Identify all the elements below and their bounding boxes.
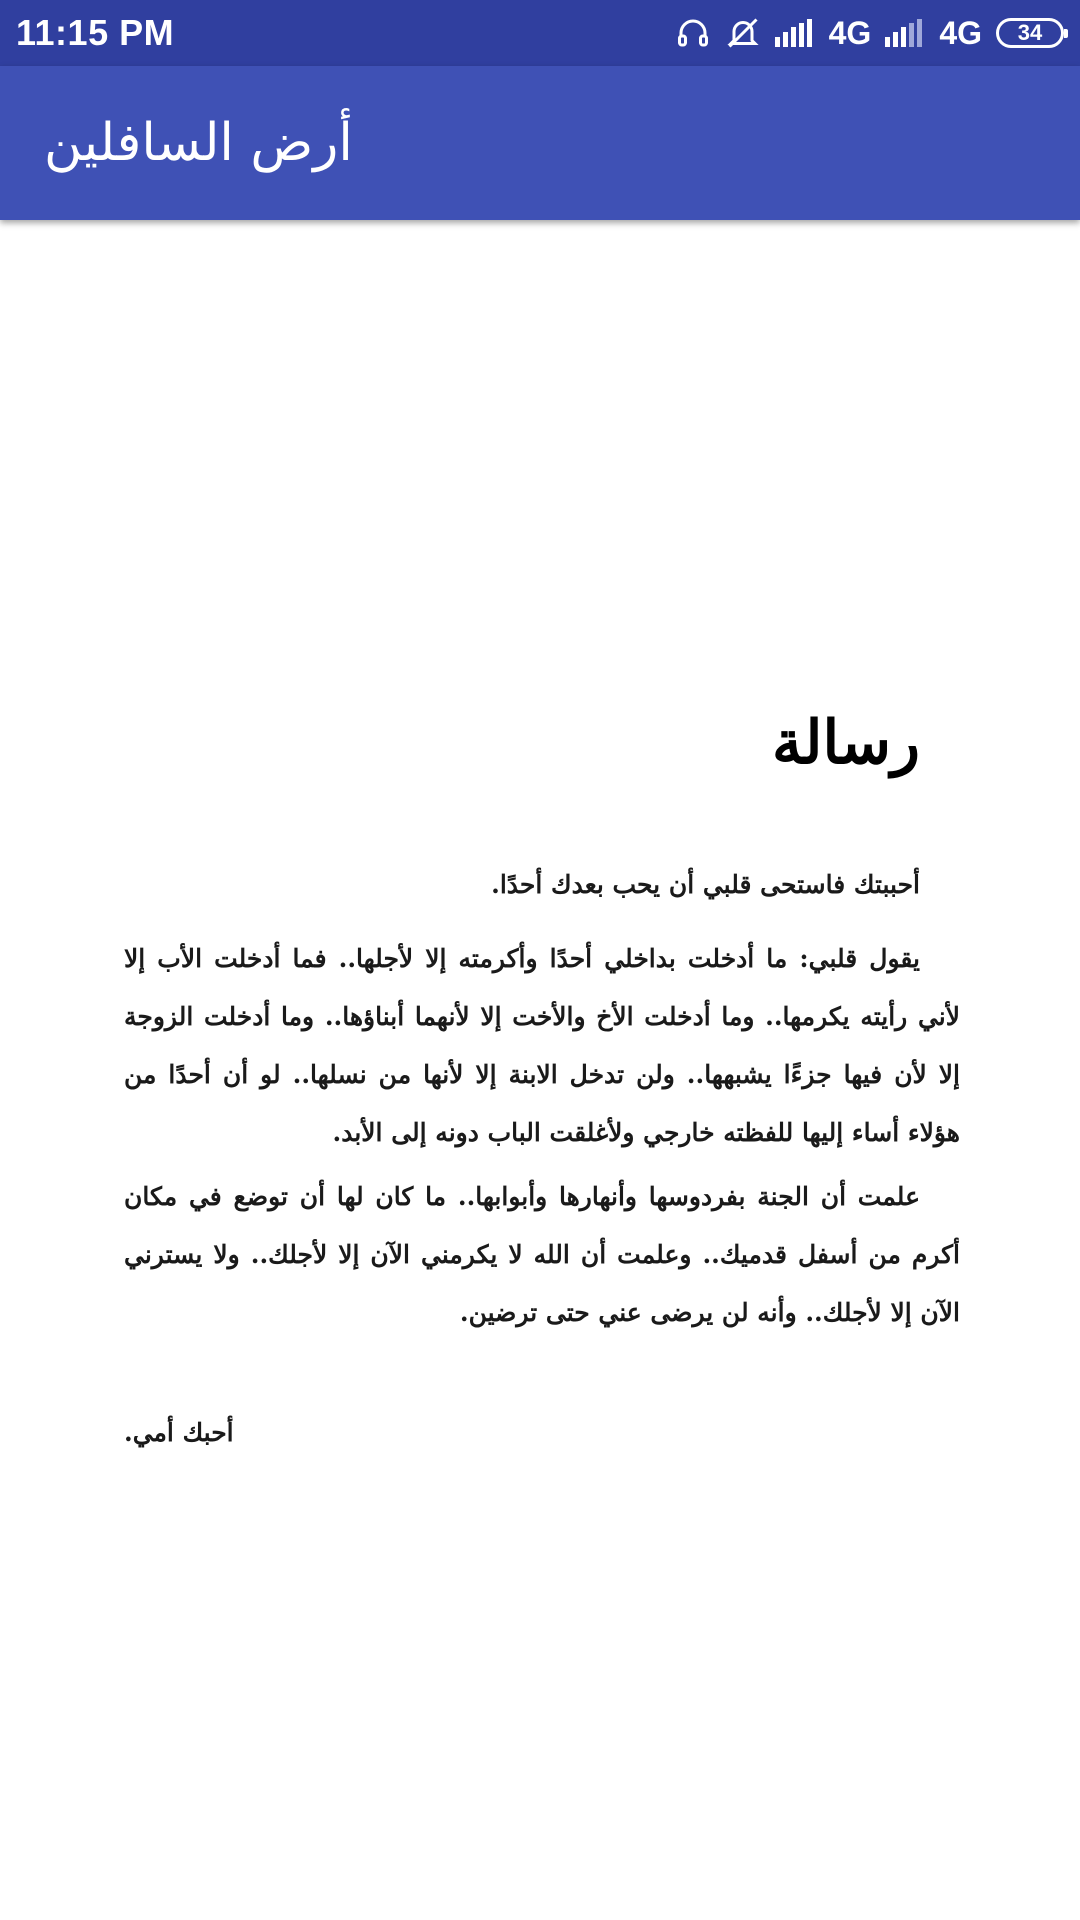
- status-bar: [0, 0, 1080, 66]
- paragraph-1: أحببتك فاستحى قلبي أن يحب بعدك أحدًا.: [491, 870, 920, 899]
- network-type-2: 4G: [939, 14, 982, 51]
- article-heading: رسالة: [772, 708, 920, 778]
- app-bar: [0, 66, 1080, 220]
- signal-icon: [775, 19, 815, 47]
- signoff: أحبك أمي.: [124, 1418, 234, 1447]
- paragraph-2: يقول قلبي: ما أدخلت بداخلي أحدًا وأكرمته إلا لأجلها.. فما أدخلت الأب إلا لأني رأيته يكرمها.. وما أدخلت الأخ والأخت إلا لأنهما أبناؤها.. وما أدخلت الزوجة إلا لأن فيها جزءًا يشبهها.. ولن تدخل الابنة إلا لأنها من نسلها.. لو أن أحدًا من هؤلاء أساء إليها للفظته خارجي ولأغلقت الباب دونه إلى الأبد.: [124, 944, 960, 1147]
- status-time: 11:15 PM: [16, 12, 175, 53]
- status-icons: [675, 15, 1064, 52]
- app-title: أرض السافلين: [44, 113, 353, 173]
- network-type-1: 4G: [828, 14, 872, 51]
- paragraph-3: علمت أن الجنة بفردوسها وأنهارها وأبوابها.. ما كان لها أن توضع في مكان أكرم من أسفل قدميك.. وعلمت أن الله لا يكرمني الآن إلا لأجلك.. ولا يسترني الآن إلا لأجلك.. وأنه لن يرضى عني حتى ترضين.: [124, 1182, 960, 1327]
- signal-weak-icon: [885, 19, 925, 47]
- notifications-off-icon: [725, 15, 761, 51]
- battery-icon: 34: [996, 18, 1064, 48]
- article-content[interactable]: [0, 220, 1080, 1920]
- headphones-icon: [675, 15, 711, 51]
